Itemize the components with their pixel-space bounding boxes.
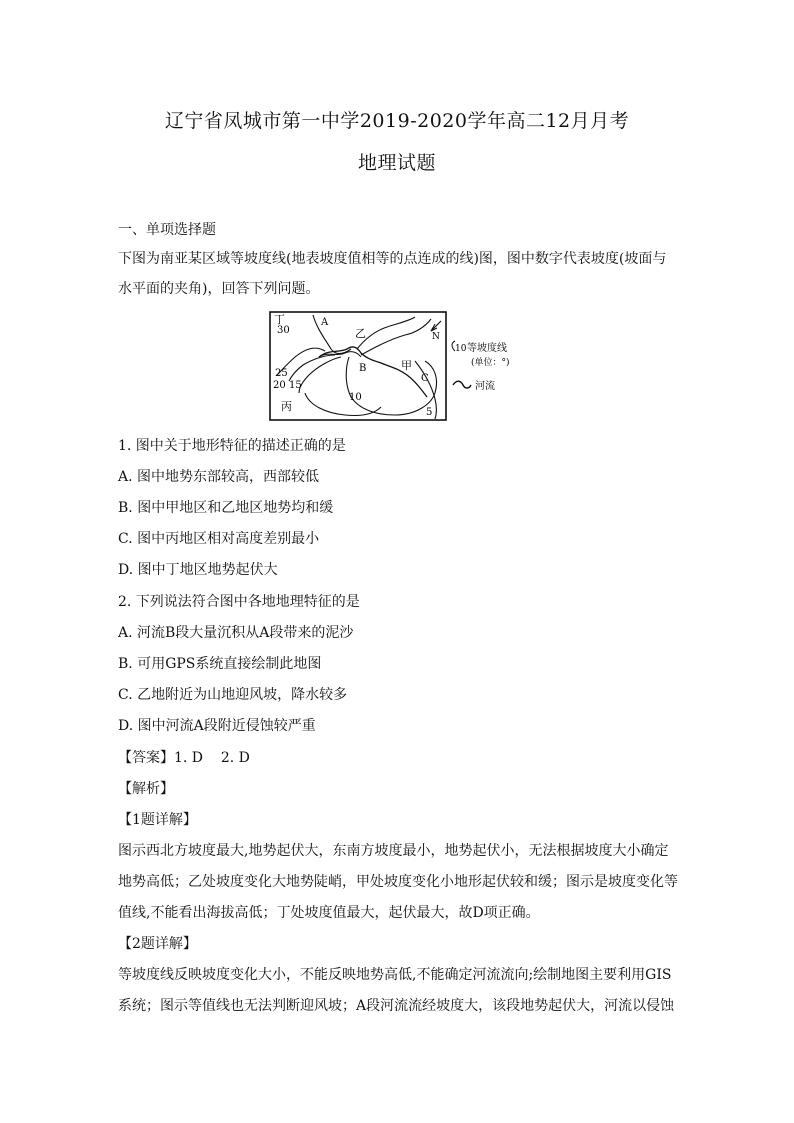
question-2-stem: 2. 下列说法符合图中各地地理特征的是 — [118, 594, 360, 610]
label-ding: 丁 — [274, 313, 285, 326]
q1-analysis-line-3: 值线,不能看出海拔高低；丁处坡度值最大，起伏最大，故D项正确。 — [118, 905, 540, 921]
intro-text-line-2: 水平面的夹角)，回答下列问题。 — [118, 281, 320, 297]
label-north: N — [432, 332, 440, 342]
q1-analysis-line-1: 图示西北方坡度最大,地势起伏大，东南方坡度最小，地势起伏小，无法根据坡度大小确定 — [118, 843, 669, 859]
contour-line — [299, 357, 341, 393]
question-2-option-b: B. 可用GPS系统直接绘制此地图 — [118, 656, 322, 672]
question-1-option-c: C. 图中丙地区相对高度差别最小 — [118, 531, 320, 547]
map-svg — [265, 309, 535, 424]
q2-analysis-line-2: 系统；图示等值线也无法判断迎风坡；A段河流流经坡度大，该段地势起伏大，河流以侵蚀 — [118, 998, 675, 1014]
label-c: C — [421, 373, 429, 384]
slope-contour-map — [265, 309, 535, 424]
contour-value-10: 10 — [349, 392, 362, 403]
contour-line — [305, 393, 381, 416]
legend-contour-value: 10 — [455, 344, 467, 354]
label-a: A — [321, 317, 329, 328]
q2-analysis-line-1: 等坡度线反映坡度变化大小，不能反映地势高低,不能确定河流流向;绘制地图主要利用GIS — [118, 967, 672, 983]
answer-line: 【答案】1. D 2. D — [118, 750, 250, 766]
legend-river-label: 河流 — [475, 381, 495, 392]
analysis-heading: 【解析】 — [118, 781, 174, 797]
contour-value-5: 5 — [426, 407, 433, 418]
legend-unit: (单位：°) — [471, 358, 510, 368]
contour-line — [313, 315, 351, 354]
contour-value-15: 15 — [289, 380, 302, 391]
question-1-option-b: B. 图中甲地区和乙地区地势均和缓 — [118, 500, 334, 516]
question-1-option-a: A. 图中地势东部较高，西部较低 — [118, 469, 320, 485]
q1-analysis-heading: 【1题详解】 — [118, 812, 197, 828]
section-heading: 一、单项选择题 — [118, 222, 216, 238]
label-b: B — [359, 363, 367, 374]
question-1-option-d: D. 图中丁地区地势起伏大 — [118, 562, 278, 578]
label-bing: 丙 — [281, 400, 292, 413]
q2-analysis-heading: 【2题详解】 — [118, 936, 197, 952]
page-subtitle: 地理试题 — [357, 152, 436, 174]
north-arrow-icon — [431, 321, 441, 331]
label-yi: 乙 — [355, 327, 366, 340]
label-jia: 甲 — [401, 359, 412, 372]
q1-analysis-line-2: 地势高低；乙处坡度变化大地势陡峭，甲处坡度变化小地形起伏较和缓；图示是坡度变化等 — [118, 874, 678, 890]
question-2-option-a: A. 河流B段大量沉积从A段带来的泥沙 — [118, 625, 354, 641]
intro-text-line-1: 下图为南亚某区域等坡度线(地表坡度值相等的点连成的线)图，图中数字代表坡度(坡面与 — [118, 251, 667, 267]
question-2-option-d: D. 图中河流A段附近侵蚀较严重 — [118, 718, 316, 734]
contour-value-30: 30 — [277, 325, 290, 336]
question-1-stem: 1. 图中关于地形特征的描述正确的是 — [118, 438, 346, 454]
contour-line — [289, 355, 335, 381]
contour-value-20: 20 — [273, 380, 286, 391]
page-title: 辽宁省凤城市第一中学2019-2020学年高二12月月考 — [164, 110, 630, 132]
legend-contour-label: 等坡度线 — [467, 343, 507, 354]
legend-river-icon — [453, 381, 471, 388]
contour-value-25: 25 — [275, 368, 288, 379]
question-2-option-c: C. 乙地附近为山地迎风坡，降水较多 — [118, 687, 348, 703]
